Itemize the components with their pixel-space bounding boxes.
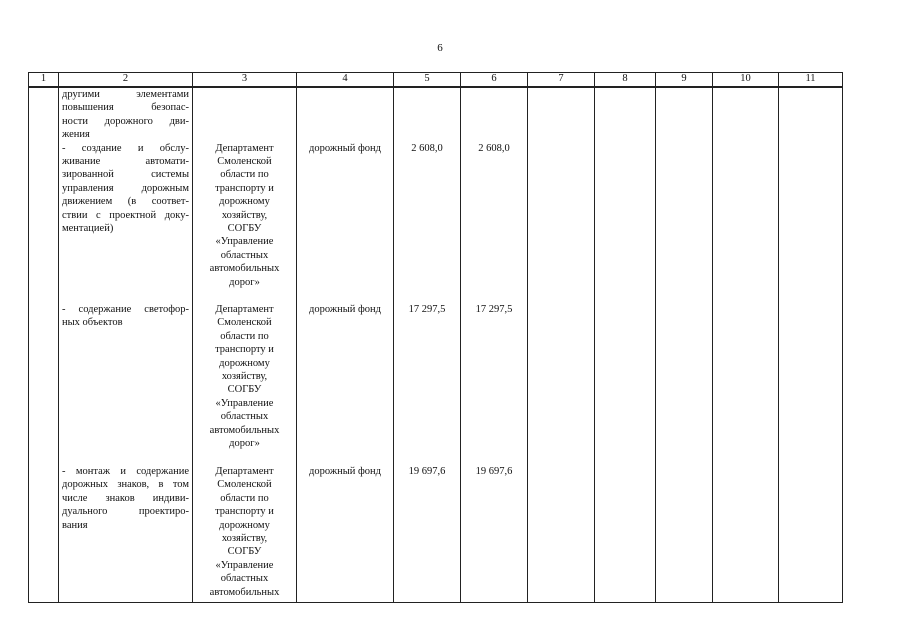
description-cell (59, 87, 193, 303)
executor-line: «Управление (215, 559, 274, 571)
row-number-cell (29, 465, 59, 602)
executor-cell (193, 465, 297, 602)
header-col-4: 4 (297, 73, 394, 88)
description-line: вания (62, 519, 88, 531)
intro-line: другими элементами (62, 89, 189, 100)
header-col-1: 1 (29, 73, 59, 88)
amount-col6: 17 297,5 (475, 304, 513, 315)
page-number: 6 (437, 42, 443, 54)
executor-line: Смоленской (217, 317, 272, 329)
program-table (28, 72, 843, 603)
description-line: - монтаж и содержание (62, 466, 189, 477)
description-line: управления дорожным (62, 182, 189, 194)
amount-col6: 19 697,6 (475, 466, 513, 477)
intro-line: ности дорожного дви- (62, 115, 189, 127)
amount-col6-cell (461, 87, 528, 303)
executor-line: Департамент (215, 304, 274, 315)
executor-line: «Управление (215, 236, 274, 248)
empty-cell (528, 303, 595, 465)
amount-col5: 2 608,0 (411, 142, 443, 154)
executor-line: Департамент (215, 142, 274, 154)
empty-cell (656, 465, 713, 602)
description-line: числе знаков индиви- (62, 492, 189, 504)
amount-col5-cell (394, 87, 461, 303)
executor-line: дорожному (219, 519, 270, 531)
funding-source-cell (297, 303, 394, 465)
executor-line: хозяйству, (221, 533, 268, 545)
executor-line: автомобильных (209, 424, 280, 436)
empty-cell (528, 465, 595, 602)
executor-line: дорожному (219, 357, 270, 369)
executor-line: СОГБУ (227, 546, 262, 558)
description-line: ментацией) (62, 223, 114, 235)
description-line: движением (в соответ- (62, 196, 189, 208)
description-line: - создание и обслу- (62, 142, 189, 154)
description-line: дорожных знаков, в том (62, 479, 189, 491)
intro-line: жения (62, 129, 90, 141)
amount-col6-cell (461, 303, 528, 465)
empty-cell (656, 87, 713, 303)
funding-source: дорожный фонд (308, 304, 382, 315)
header-col-6: 6 (461, 73, 528, 88)
executor-cell (193, 303, 297, 465)
empty-cell (595, 87, 656, 303)
executor-line: СОГБУ (227, 384, 262, 396)
description-line: зированной системы (62, 169, 189, 181)
header-col-10: 10 (713, 73, 779, 88)
executor-line: хозяйству, (221, 371, 268, 383)
empty-cell (656, 303, 713, 465)
executor-line: Смоленской (217, 479, 272, 491)
executor-line: дорожному (219, 196, 270, 208)
executor-line: областных (220, 249, 269, 261)
table-row (29, 303, 843, 465)
header-col-7: 7 (528, 73, 595, 88)
description-cell (59, 465, 193, 602)
executor-line: транспорту и (215, 506, 274, 518)
row-number-cell (29, 303, 59, 465)
header-col-11: 11 (779, 73, 843, 88)
executor-line: транспорту и (215, 344, 274, 356)
executor-line: Смоленской (217, 155, 272, 167)
empty-cell (713, 87, 779, 303)
funding-source: дорожный фонд (308, 466, 382, 477)
executor-line: дорог» (229, 276, 260, 288)
empty-cell (528, 87, 595, 303)
funding-source-cell (297, 465, 394, 602)
executor-line: областных (220, 411, 269, 423)
header-row (29, 73, 843, 88)
executor-line: транспорту и (215, 182, 274, 194)
empty-cell (779, 87, 843, 303)
executor-cell (193, 87, 297, 303)
description-line: ствии с проектной доку- (62, 209, 189, 221)
description-line: живание автомати- (62, 156, 189, 168)
funding-source: дорожный фонд (308, 142, 382, 154)
description-line: дуального проектиро- (62, 506, 189, 518)
intro-line: повышения безопас- (62, 102, 189, 114)
executor-line: «Управление (215, 397, 274, 409)
row-number-cell (29, 87, 59, 303)
table-row (29, 87, 843, 303)
executor-line: области по (220, 492, 269, 504)
header-col-5: 5 (394, 73, 461, 88)
funding-source-cell (297, 87, 394, 303)
executor-line: областных (220, 573, 269, 585)
amount-col5-cell (394, 465, 461, 602)
executor-line: автомобильных (209, 586, 280, 598)
executor-line: Департамент (215, 466, 274, 477)
header-col-9: 9 (656, 73, 713, 88)
amount-col5-cell (394, 303, 461, 465)
header-col-8: 8 (595, 73, 656, 88)
description-line: ных объектов (62, 317, 123, 329)
empty-cell (713, 465, 779, 602)
table-row (29, 465, 843, 602)
description-line: - содержание светофор- (62, 304, 189, 315)
header-col-2: 2 (59, 73, 193, 88)
empty-cell (595, 303, 656, 465)
empty-cell (713, 303, 779, 465)
executor-line: области по (220, 330, 269, 342)
executor-line: области по (220, 169, 269, 181)
header-col-3: 3 (193, 73, 297, 88)
executor-line: автомобильных (209, 263, 280, 275)
empty-cell (779, 465, 843, 602)
description-cell (59, 303, 193, 465)
executor-line: хозяйству, (221, 209, 268, 221)
amount-col6-cell (461, 465, 528, 602)
amount-col5: 17 297,5 (408, 304, 446, 315)
executor-line: СОГБУ (227, 223, 262, 234)
amount-col5: 19 697,6 (408, 466, 446, 477)
executor-line: дорог» (229, 438, 260, 450)
amount-col6: 2 608,0 (478, 142, 510, 154)
empty-cell (595, 465, 656, 602)
empty-cell (779, 303, 843, 465)
